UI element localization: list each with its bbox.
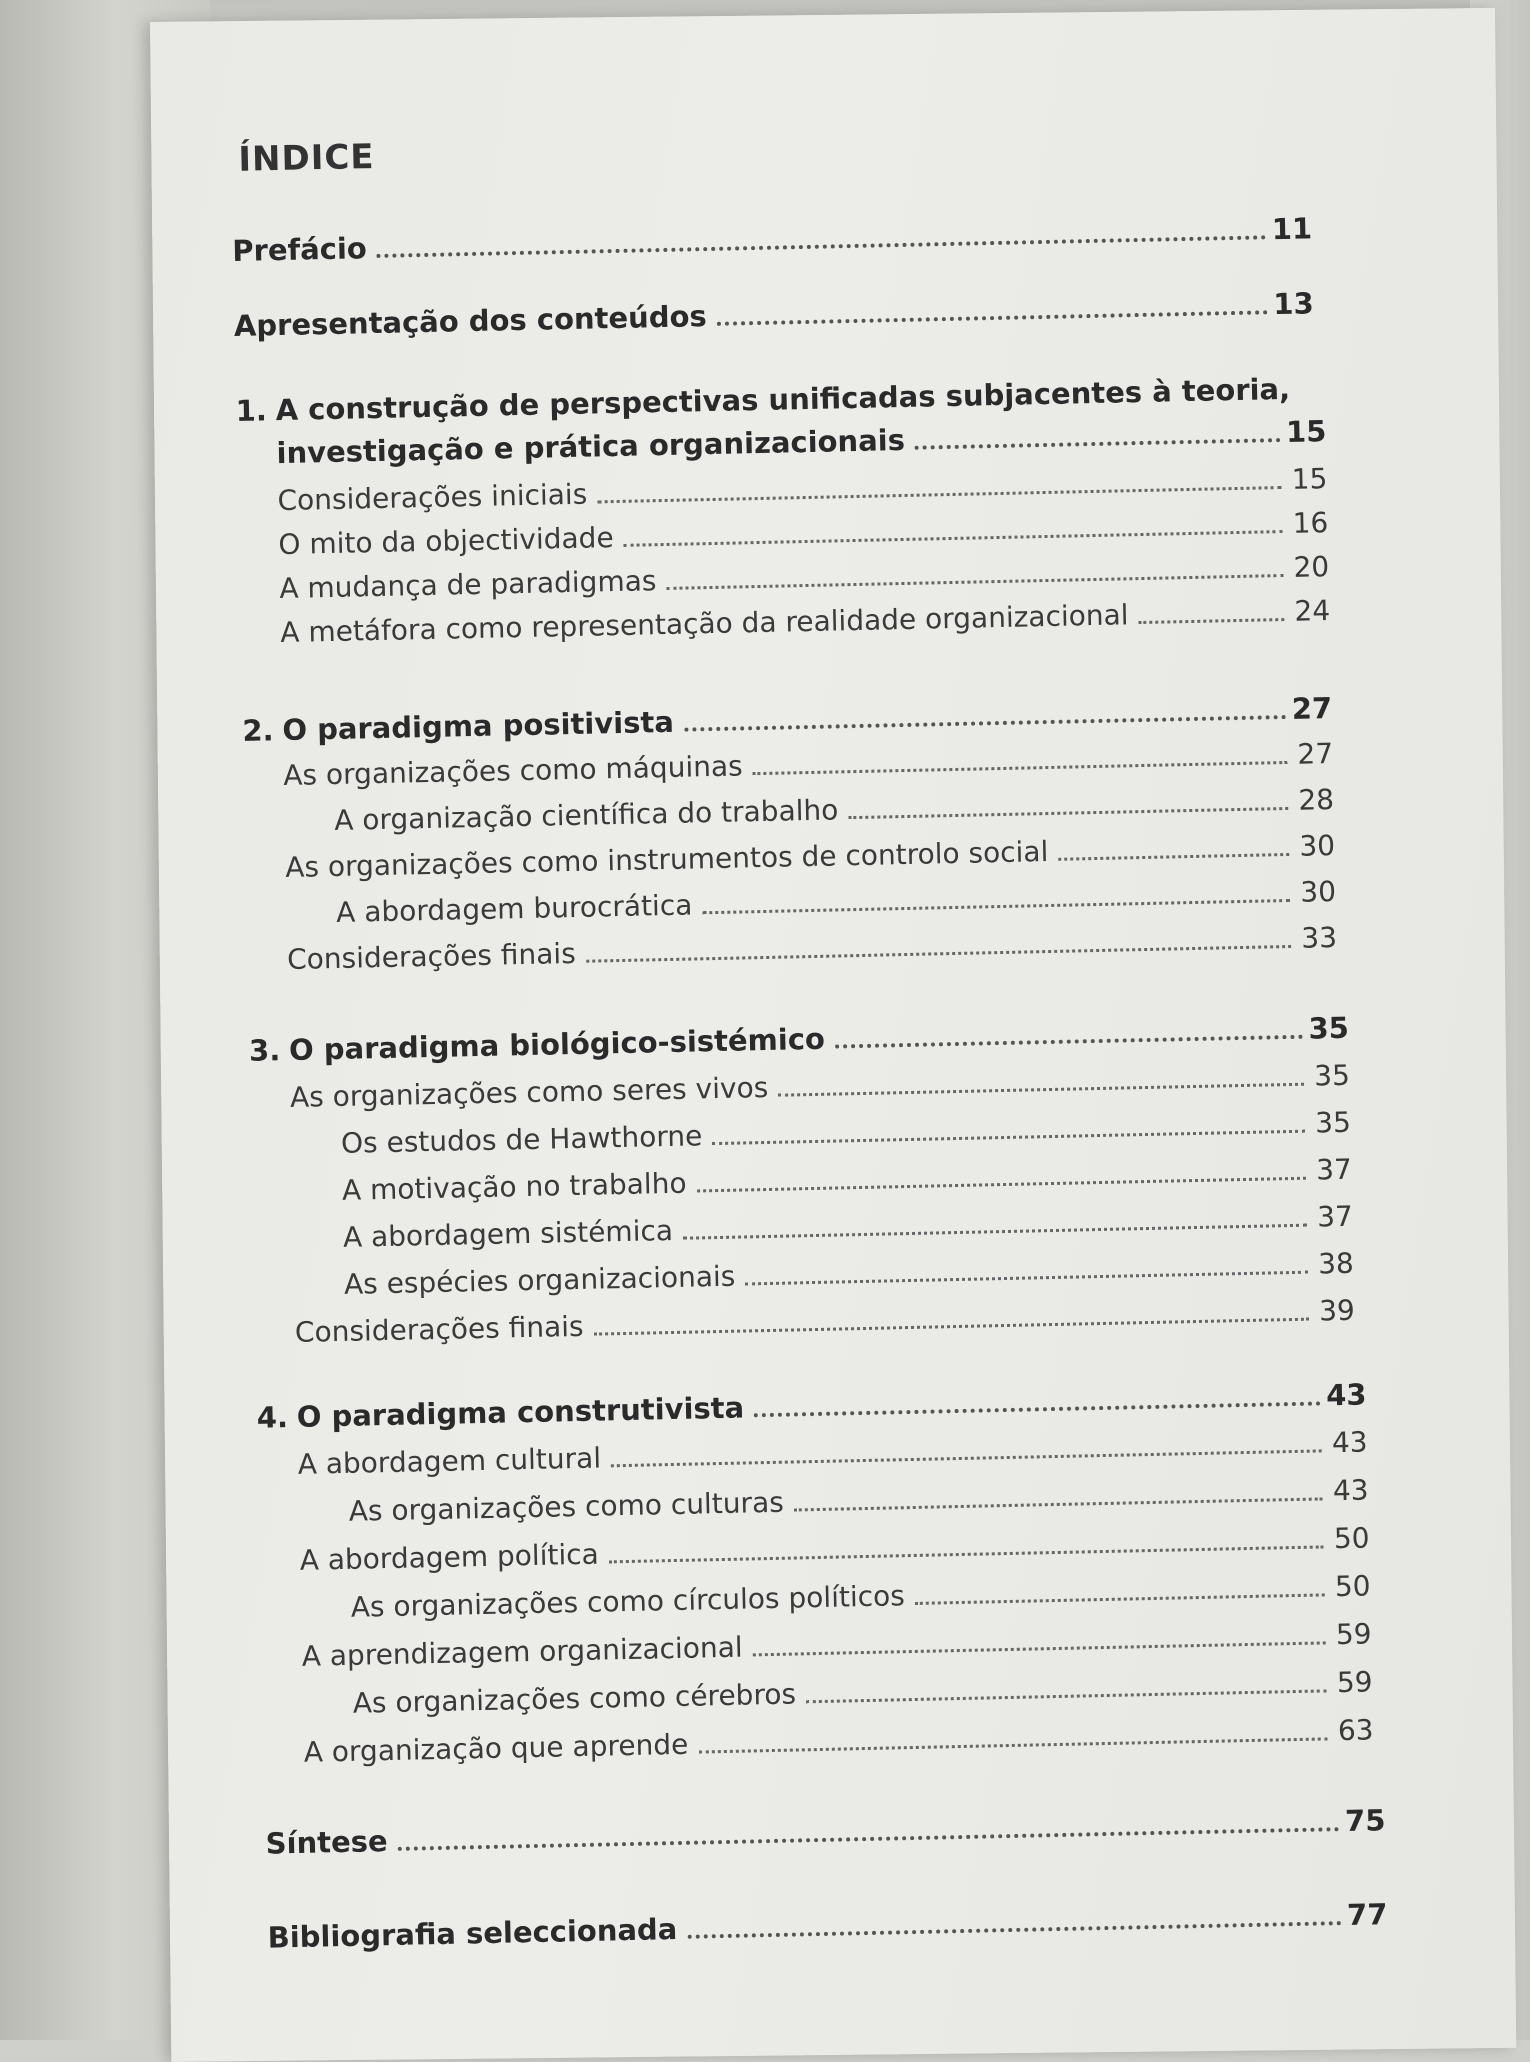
toc-item [344,1248,1354,1301]
toc-item [301,1618,1371,1673]
dot-leader [712,1130,1305,1145]
toc-chapter-4 [256,1378,1366,1435]
toc-label: O mito da objectividade [278,521,614,562]
toc-label: Prefácio [231,231,368,268]
toc-label: Considerações finais [286,936,577,976]
toc-label: A mudança de paradigmas [279,564,657,606]
toc-label: As organizações como seres vivos [289,1070,769,1114]
toc-page: 15 [1291,462,1328,496]
dot-leader [915,438,1280,450]
toc-entry-prefacio [232,212,1312,268]
dot-leader [377,236,1266,259]
chapter-title: O paradigma positivista [282,704,675,748]
toc-page: 35 [1308,1010,1350,1046]
toc-label: A aprendizagem organizacional [301,1630,743,1673]
toc-item [297,1426,1367,1481]
toc-item [334,784,1334,837]
toc-item [352,1666,1372,1720]
dot-leader [753,1642,1326,1657]
dot-leader [586,945,1291,963]
toc-page: 28 [1298,783,1335,817]
toc-page: 16 [1292,506,1329,540]
toc-label: As organizações como instrumentos de controlo social [284,835,1049,884]
dot-leader [611,1450,1322,1468]
toc-item [336,876,1336,929]
dot-leader [597,486,1281,503]
toc-page: 38 [1317,1246,1355,1281]
toc-page: 27 [1297,737,1334,771]
toc-chapter-3 [249,1012,1349,1068]
toc-page: 20 [1293,550,1330,584]
toc-entry-sintese [265,1804,1385,1861]
dot-leader [745,1271,1308,1286]
dot-leader [753,761,1288,775]
toc-item [348,1474,1368,1528]
dot-leader [717,311,1268,327]
toc-page: 43 [1331,1425,1368,1460]
dot-leader [684,715,1286,732]
toc-page: 35 [1313,1058,1351,1093]
toc-entry-apresentacao [234,287,1314,343]
toc-label: A metáfora como representação da realidade organizacional [279,598,1129,650]
toc-item [341,1107,1351,1160]
dot-leader [778,1083,1304,1097]
toc-label: As organizações como máquinas [282,749,743,793]
toc-label: As organizações como cérebros [352,1677,797,1720]
toc-page: 33 [1300,920,1338,955]
toc-page: 50 [1333,1521,1370,1556]
toc-item [299,1522,1369,1577]
toc-label: A abordagem sistémica [342,1213,674,1254]
toc-page: 37 [1316,1199,1354,1234]
chapter-number: 4. [256,1400,289,1435]
toc-label: Considerações iniciais [277,477,588,518]
toc-item [280,595,1330,649]
chapter-number: 3. [248,1033,281,1068]
chapter-number: 1. [235,393,268,428]
dot-leader [806,1690,1327,1704]
dot-leader [594,1318,1309,1336]
toc-page: 24 [1294,594,1331,628]
dot-leader [1058,853,1289,861]
toc-page: 13 [1272,286,1315,322]
toc-item [290,1060,1350,1114]
dot-leader [687,1921,1341,1939]
toc-page: 59 [1335,1617,1372,1652]
toc-page: 43 [1332,1473,1369,1508]
toc-label: A abordagem cultural [297,1441,602,1481]
dot-leader [609,1546,1324,1564]
toc-item [283,738,1333,792]
toc-page: 11 [1271,211,1313,247]
dot-leader [794,1498,1323,1512]
toc-label: Apresentação dos conteúdos [233,299,708,343]
chapter-number: 2. [242,713,274,748]
toc-page: 63 [1337,1713,1374,1748]
toc-chapter-2 [242,692,1332,748]
table-of-contents [230,116,1419,2020]
dot-leader [848,807,1288,819]
toc-page: 35 [1314,1105,1352,1140]
toc-entry-bibliografia [267,1898,1387,1955]
toc-item [295,1295,1355,1349]
toc-item [277,463,1327,517]
toc-label: A abordagem burocrática [335,888,693,929]
dot-leader [697,1177,1306,1193]
toc-page: 59 [1336,1665,1373,1700]
dot-leader [835,1035,1303,1049]
toc-label: A organização científica do trabalho [333,793,839,837]
toc-label: As organizações como círculos políticos [350,1579,906,1624]
toc-label: A organização que aprende [303,1727,689,1769]
toc-label: A abordagem política [299,1537,600,1577]
toc-label: Considerações finais [294,1309,584,1349]
toc-label: A motivação no trabalho [341,1166,687,1207]
toc-page: 30 [1300,875,1337,909]
dot-leader [667,574,1284,590]
toc-page: 75 [1344,1803,1386,1839]
toc-label: Bibliografia seleccionada [267,1912,678,1955]
toc-page: 39 [1318,1293,1356,1328]
chapter-title: O paradigma construtivista [296,1390,745,1434]
toc-label: Os estudos de Hawthorne [340,1119,703,1160]
toc-item [285,830,1335,884]
toc-label: As organizações como culturas [348,1485,785,1528]
dot-leader [683,1224,1307,1240]
chapter-title-line2: investigação e prática organizacionais [276,422,906,471]
toc-item [287,922,1337,976]
toc-page: 30 [1299,829,1336,863]
page-title: ÍNDICE [237,136,375,180]
toc-page: 43 [1325,1377,1367,1413]
toc-item [303,1714,1373,1769]
dot-leader [1139,618,1285,624]
dot-leader [915,1594,1325,1606]
toc-item [343,1201,1353,1254]
toc-page: 37 [1315,1152,1353,1187]
dot-leader [624,530,1283,547]
dot-leader [702,899,1290,914]
toc-item [279,551,1329,605]
chapter-title-line1: A construção de perspectivas unificadas subjacentes à teoria, [275,371,1291,428]
toc-label: Síntese [265,1824,388,1861]
dot-leader [398,1827,1340,1851]
toc-page: 15 [1285,414,1327,449]
toc-label: As espécies organizacionais [343,1259,736,1301]
toc-page: 77 [1346,1897,1388,1932]
toc-item [278,507,1328,561]
dot-leader [698,1738,1327,1754]
toc-item [350,1570,1370,1624]
dot-leader [754,1402,1320,1418]
toc-item [342,1154,1352,1207]
toc-page: 50 [1334,1569,1371,1604]
chapter-title: O paradigma biológico-sistémico [288,1021,826,1067]
toc-page: 27 [1291,691,1333,726]
